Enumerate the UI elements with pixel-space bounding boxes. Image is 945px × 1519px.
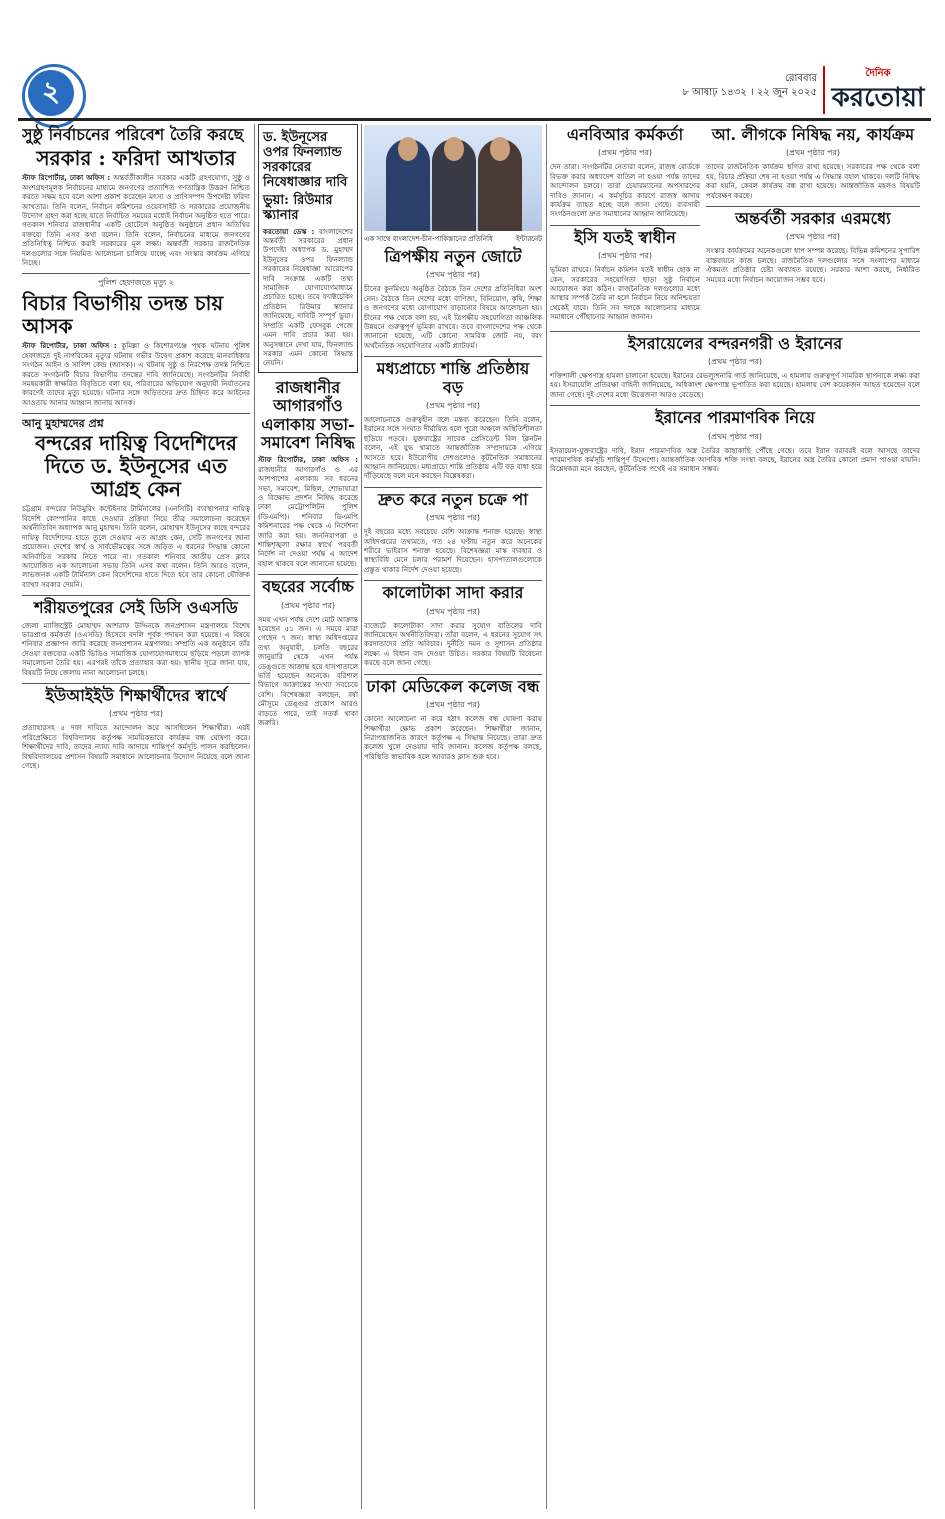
story-dmc-closed — [364, 678, 542, 761]
story-headline: ইসরায়েলের বন্দরনগরী ও ইরানের — [627, 333, 843, 353]
story-dc-osd — [22, 599, 250, 677]
story-al-activities — [706, 126, 920, 200]
divider — [258, 574, 358, 575]
story-port — [22, 417, 250, 589]
logo-name: করতোয়া — [831, 83, 925, 113]
divider — [364, 580, 542, 581]
story-headline: বছরের সর্বোচ্চ — [262, 577, 354, 597]
story-body: জেলা ম্যাজিস্ট্রেট মোহাম্মদ আশরাফ উদ্দিনকে জনপ্রশাসন মন্ত্রণালয়ে বিশেষ ভারপ্রাপ্ত কর্মকর্তা (ওএসডি) হিসেবে বদলি পূর্বক পদায়ন করা হয়েছে। এ বিষয়ে শনিবার প্রজ্ঞাপন জারি করেছে জনপ্রশাসন মন্ত্রণালয়। সম্প্রতি এক অনুষ্ঠানে তাঁর দেওয়া বক্তব্যের একটি ভিডিও সামাজিক যোগাযোগমাধ্যমে ছড়িয়ে পড়লে ব্যাপক সমালোচনা তৈরি হয়। এরপরই তাঁকে প্রত্যাহার করা হয়। স্থানীয় সূত্রে জানা যায়, বিষয়টি নিয়ে জেলায় নানা আলোচনা চলছে। — [22, 620, 250, 677]
story-body — [258, 455, 358, 568]
date-line — [682, 72, 817, 100]
continued-label: (প্রথম পৃষ্ঠার পর) — [425, 513, 481, 523]
story-headline: ইসি যতই স্বাধীন — [574, 227, 676, 247]
story-headline: বিচার বিভাগীয় তদন্ত চায় আসক — [22, 291, 224, 339]
date: ৮ আষাঢ় ১৪৩২ । ২২ জুন ২০২৫ — [682, 87, 817, 98]
newspaper-logo — [823, 66, 931, 114]
divider — [706, 206, 920, 207]
story-headline: শরীয়তপুরের সেই ডিসি ওএসডি — [34, 598, 238, 618]
byline: স্টাফ রিপোর্টার, ঢাকা অফিস : — [258, 455, 358, 465]
story-body: ইসরায়েল-যুক্তরাষ্ট্রের দাবি, ইরান পারমাণবিক অস্ত্র তৈরির কাছাকাছি পৌঁছে গেছে। তবে ইরান বরাবরই বলে আসছে তাদের পারমাণবিক কর্মসূচি শান্তিপূর্ণ উদ্দেশ্যে। আন্তর্জাতিক আণবিক শক্তি সংস্থা বলছে, ইরানের অস্ত্র তৈরির কোনো প্রমাণ পাওয়া যায়নি। বিশ্লেষকরা মনে করছেন, কূটনৈতিক পথেই এর সমাধান সম্ভব। — [550, 445, 920, 474]
story-new-cycle — [364, 491, 542, 574]
column-rule — [361, 124, 362, 1509]
column-4 — [550, 124, 920, 1509]
story-farida-akhter — [22, 126, 250, 267]
divider — [364, 356, 542, 357]
divider — [550, 331, 920, 332]
logo-prefix: দৈনিক — [865, 68, 891, 79]
byline: করতোয়া ডেস্ক : — [263, 226, 315, 236]
continued-label: (প্রথম পৃষ্ঠার পর) — [108, 709, 164, 719]
continued-label: (প্রথম পৃষ্ঠার পর) — [707, 357, 763, 367]
story-body: বাজেটে কালোটাকা সাদা করার সুযোগ বাতিলের দাবি জানিয়েছেন অর্থনীতিবিদরা। তাঁরা বলেন, এ ধরনের সুযোগ সৎ করদাতাদের প্রতি অবিচার। দুর্নীতি দমন ও সুশাসন প্রতিষ্ঠার লক্ষ্যে এ বিধান বাদ দেওয়া উচিত। সরকার বিষয়টি বিবেচনা করছে বলে জানা গেছে। — [364, 620, 542, 668]
top-row — [550, 124, 920, 328]
continued-label: (প্রথম পৃষ্ঠার পর) — [707, 431, 763, 441]
news-photo — [364, 125, 542, 231]
story-headline: এনবিআর কর্মকর্তা — [566, 125, 684, 144]
story-headline: ইরানের পারমাণবিক নিয়ে — [655, 408, 815, 428]
story-year-highest — [258, 578, 358, 727]
story-finland-fact-check — [258, 124, 358, 373]
story-body: আলোচনাকে গুরুত্বহীন বলে মন্তব্য করেছেন। তিনি বলেন, ইরানের সঙ্গে সংঘাত দীর্ঘায়িত হলে পুরো অঞ্চলে অস্থিতিশীলতা ছড়িয়ে পড়বে। যুক্তরাষ্ট্রের সাবেক প্রেসিডেন্ট বিল ক্লিনটন বলেন, এই যুদ্ধ থামাতে আন্তর্জাতিক সম্প্রদায়কে এগিয়ে আসতে হবে। ইউরোপীয় দেশগুলোও কূটনৈতিক সমাধানের আহ্বান জানিয়েছে। মধ্যপ্রাচ্যে শান্তি প্রতিষ্ঠায় এটি বড় বাধা হয়ে দাঁড়িয়েছে বলে মনে করছেন বিশ্লেষকরা। — [364, 415, 542, 481]
continued-label: (প্রথম পৃষ্ঠার পর) — [785, 232, 841, 242]
story-body: দুই বছরের মধ্যে সবচেয়ে বেশি আক্রান্ত শনাক্ত হয়েছে। স্বাস্থ্য অধিদপ্তরের তথ্যমতে, গত ২৪ ঘণ্টায় নতুন করে অনেকের শরীরে ভাইরাস শনাক্ত হয়েছে। বিশেষজ্ঞরা মাস্ক ব্যবহার ও স্বাস্থ্যবিধি মেনে চলার পরামর্শ দিয়েছেন। হাসপাতালগুলোকে প্রস্তুত থাকার নির্দেশ দেওয়া হয়েছে। — [364, 527, 542, 574]
story-body: সময় এখন পর্যন্ত দেশে মোট আক্রান্ত হয়েছেন ৫১ জন। এ সময়ে মারা গেছেন ৭ জন। স্বাস্থ্য অধিদপ্তরের তথ্য অনুযায়ী, চলতি বছরের জানুয়ারি থেকে এখন পর্যন্ত ডেঙ্গুতে আক্রান্ত হয়ে হাসপাতালে ভর্তি হয়েছেন অনেকে। বরিশাল বিভাগে আক্রান্তের সংখ্যা সবচেয়ে বেশি। বিশেষজ্ঞরা বলছেন, বর্ষা মৌসুমে ডেঙ্গুর প্রকোপ আরও বাড়তে পারে, তাই সতর্ক থাকা জরুরি। — [258, 614, 358, 728]
story-body: চীনের কুনমিংয়ে অনুষ্ঠিত বৈঠকে তিন দেশের প্রতিনিধিরা অংশ নেন। বৈঠকে তিন দেশের মধ্যে বাণিজ্য, বিনিয়োগ, কৃষি, শিক্ষা ও জনগণের মধ্যে যোগাযোগ বাড়ানোর বিষয়ে আলোচনা হয়। চীনের পক্ষ থেকে বলা হয়, এই ত্রিপক্ষীয় সহযোগিতা আঞ্চলিক উন্নয়নে গুরুত্বপূর্ণ ভূমিকা রাখবে। তবে বাংলাদেশের পক্ষ থেকে জানানো হয়েছে, এটি কোনো সামরিক জোট নয়, বরং অর্থনৈতিক সহযোগিতার একটি প্ল্যাটফর্ম। — [364, 284, 542, 350]
continued-label: (প্রথম পৃষ্ঠার পর) — [425, 270, 481, 280]
story-trilateral — [364, 248, 542, 350]
continued-label: (প্রথম পৃষ্ঠার পর) — [425, 606, 481, 616]
story-ec — [550, 229, 700, 322]
story-body: দেন তারা। সংগঠনটির নেতারা বলেন, রাজস্ব বোর্ডকে বিভক্ত করার অধ্যাদেশ বাতিল না হওয়া পর্যন্ত তাদের আন্দোলন চলবে। তারা চেয়ারম্যানের অপসারণের দাবিও জানান। এ কর্মসূচির কারণে রাজস্ব আদায় কার্যক্রম ব্যাহত হচ্ছে বলে জানা গেছে। ব্যবসায়ী সংগঠনগুলো দ্রুত সমাধানের আহ্বান জানিয়েছে। — [550, 162, 700, 219]
masthead — [0, 0, 945, 118]
person-figure — [432, 139, 476, 231]
story-body: চট্টগ্রাম বন্দরের নিউমুরিং কন্টেইনার টার্মিনালের (এনসিটি) ব্যবস্থাপনার দায়িত্ব বিদেশি কোম্পানির কাছে দেওয়ার প্রক্রিয়া নিয়ে তীব্র সমালোচনা করেছেন অর্থনীতিবিদ অধ্যাপক আনু মুহাম্মদ। তিনি বলেন, মোহাম্মদ ইউনূসের কাছে বন্দরের দায়িত্ব বিদেশিদের হাতে তুলে দেওয়ার এত আগ্রহ কেন, সেটি জনগণের জানা প্রয়োজন। দেশের স্বার্থ ও সার্বভৌমত্বের সঙ্গে জড়িত এ ধরনের সিদ্ধান্ত কোনো অনির্বাচিত সরকার নিতে পারে না। গতকাল শনিবার জাতীয় প্রেস ক্লাবে আয়োজিত এক আলোচনা সভায় তিনি এসব কথা বলেন। তিনি আরও বলেন, লাভজনক একটি টার্মিনাল কেন বিদেশিদের হাতে দিতে হবে তার কোনো যৌক্তিক ব্যাখ্যা সরকার দেয়নি। — [22, 504, 250, 589]
page-number: ২ — [28, 70, 74, 116]
story-nbr — [550, 126, 700, 219]
story-body — [22, 341, 250, 407]
story-headline: রাজধানীর আগারগাঁও এলাকায় সভা-সমাবেশ নিষিদ্ধ — [261, 377, 355, 452]
photo-caption — [364, 233, 542, 245]
story-headline: আ. লীগকে নিষিদ্ধ নয়, কার্যক্রম — [711, 125, 915, 144]
story-body: কোনো আলোচনা না করে হঠাৎ কলেজ বন্ধ ঘোষণা করায় শিক্ষার্থীরা ক্ষোভ প্রকাশ করেছেন। শিক্ষার্থীরা জানান, নিরাপত্তাজনিত কারণে কর্তৃপক্ষ এ সিদ্ধান্ত নিয়েছে। তারা দ্রুত কলেজ খুলে দেওয়ার দাবি জানান। কলেজ কর্তৃপক্ষ বলছে, পরিস্থিতি স্বাভাবিক হলে আবারও ক্লাস শুরু হবে। — [364, 714, 542, 761]
story-text: বাংলাদেশের অন্তর্বর্তী সরকারের প্রধান উপদেষ্টা অধ্যাপক ড. মুহাম্মদ ইউনূসের ওপর ফিনল্যান্ড সরকারের নিষেধাজ্ঞা আরোপের দাবি সংক্রান্ত একটি তথ্য সামাজিক যোগাযোগমাধ্যমে প্রচারিত হচ্ছে। তবে ফ্যাক্টচেকিং প্রতিষ্ঠান রিউমার স্ক্যানার জানিয়েছে, দাবিটি সম্পূর্ণ ভুয়া। সম্প্রতি একটি ফেসবুক পেজে এমন দাবি প্রচার করা হয়। অনুসন্ধানে দেখা যায়, ফিনল্যান্ড সরকার এমন কোনো সিদ্ধান্ত নেয়নি। — [263, 226, 353, 368]
divider — [550, 225, 700, 226]
divider — [22, 273, 250, 274]
column-2 — [258, 124, 358, 1509]
story-headline: ড. ইউনূসের ওপর ফিনল্যান্ড সরকারের নিষেধাজ্ঞার দাবি — [263, 130, 348, 190]
story-text: রাজধানীর আগারগাঁও ও এর আশপাশের এলাকায় সব ধরনের সভা, সমাবেশ, মিছিল, শোভাযাত্রা ও বিক্ষোভ প্রদর্শন নিষিদ্ধ করেছে ঢাকা মেট্রোপলিটন পুলিশ (ডিএমপি)। শনিবার ডিএমপি কমিশনারের পক্ষ থেকে এ নির্দেশনা জারি করা হয়। জননিরাপত্তা ও শান্তিশৃঙ্খলা রক্ষার স্বার্থে পরবর্তী নির্দেশ না দেওয়া পর্যন্ত এ আদেশ বহাল থাকবে বলে জানানো হয়েছে। — [258, 464, 358, 568]
story-body: প্রত্যাহারসহ ৫ দফা দাবিতে আন্দোলন করে আসছিলেন শিক্ষার্থীরা। এরই পরিপ্রেক্ষিতে বিশ্ববিদ্যালয় কর্তৃপক্ষ সাময়িকভাবে কার্যক্রম বন্ধ ঘোষণা করে। শিক্ষার্থীদের দাবি, তাদের ন্যায্য দাবি আদায়ে শান্তিপূর্ণ কর্মসূচি পালন করছিলেন। বিশ্ববিদ্যালয়ের প্রশাসন বিষয়টি সমাধানে আলোচনার উদ্যোগ নিয়েছে বলে জানা গেছে। — [22, 723, 250, 770]
divider — [22, 413, 250, 414]
story-headline: কালোটাকা সাদা করার — [382, 583, 524, 603]
top-right-stack — [706, 124, 920, 328]
continued-label: (প্রথম পৃষ্ঠার পর) — [785, 148, 841, 158]
story-kicker: আনু মুহাম্মদের প্রশ্ন — [22, 417, 104, 431]
story-body: তাদের রাজনৈতিক কার্যক্রম স্থগিত রাখা হয়েছে। সরকারের পক্ষ থেকে বলা হয়, বিচার প্রক্রিয়া শেষ না হওয়া পর্যন্ত এ সিদ্ধান্ত বহাল থাকবে। দলটি নিষিদ্ধ করা হয়নি, কেবল কার্যক্রম বন্ধ রাখা হয়েছে। আন্তর্জাতিক মহলও বিষয়টি পর্যবেক্ষণ করছে। — [706, 162, 920, 200]
continued-label: (প্রথম পৃষ্ঠার পর) — [597, 148, 653, 158]
divider — [364, 674, 542, 675]
byline: স্টাফ রিপোর্টার, ঢাকা অফিস : — [22, 341, 117, 351]
divider — [364, 487, 542, 488]
story-text: কুমিল্লা ও কিশোরগঞ্জে পৃথক ঘটনায় পুলিশ হেফাজতে দুই নাগরিকের মৃত্যুর ঘটনায় গভীর উদ্বেগ প্রকাশ করেছে মানবাধিকার সংগঠন আইন ও সালিশ কেন্দ্র (আসক)। এ ঘটনায় সুষ্ঠু ও নিরপেক্ষ তদন্ত নিশ্চিত করতে সংগঠনটি বিচার বিভাগীয় তদন্তের দাবি জানিয়েছে। সংগঠনটির নির্বাহী সমন্বয়কারী স্বাক্ষরিত বিবৃতিতে বলা হয়, পরিবারের অভিযোগ অনুযায়ী নির্যাতনের কারণেই তাদের মৃত্যু হয়েছে। ঘটনার সঙ্গে জড়িতদের দ্রুত চিহ্নিত করে আইনের আওতায় আনার আহ্বান জানায় আসক। — [22, 341, 250, 407]
story-kicker: সুষ্ঠু নির্বাচনের পরিবেশ তৈরি করছে — [22, 125, 244, 144]
column-rule — [254, 124, 255, 1509]
byline: স্টাফ রিপোর্টার, ঢাকা অফিস : — [22, 173, 111, 183]
caption-text: এক সাথে বাংলাদেশ-চীন-পাকিস্তানের প্রতিনিধি — [364, 235, 493, 243]
story-headline: মধ্যপ্রাচ্যে শান্তি প্রতিষ্ঠায় বড় — [376, 359, 530, 397]
divider — [22, 595, 250, 596]
story-headline: বন্দরের দায়িত্ব বিদেশিদের দিতে ড. ইউনূসের এত আগ্রহ কেন — [35, 431, 237, 502]
person-figure — [478, 139, 522, 231]
story-body: সংস্কার কার্যক্রমের অনেকগুলো ধাপ সম্পন্ন করেছে। বিভিন্ন কমিশনের সুপারিশ বাস্তবায়নে কাজ চলছে। রাজনৈতিক দলগুলোর সঙ্গে সংলাপের মাধ্যমে ঐকমত্য প্রতিষ্ঠার চেষ্টা অব্যাহত রয়েছে। সরকার আশা করছে, নির্ধারিত সময়ের মধ্যে নির্বাচন আয়োজন সম্ভব হবে। — [706, 246, 920, 284]
story-black-money — [364, 584, 542, 667]
continued-label: পুলিশ হেফাজতে মৃত্যু ২ — [98, 278, 174, 288]
story-headline: অন্তর্বর্তী সরকার এরমধ্যে — [735, 209, 891, 229]
photo-credit: ইন্টারনেট — [516, 235, 542, 243]
story-headline: দ্রুত করে নতুন চক্রে পা — [378, 489, 528, 509]
continued-label: (প্রথম পৃষ্ঠার পর) — [597, 251, 653, 261]
divider — [22, 683, 250, 684]
story-body — [263, 227, 353, 368]
continued-label: (প্রথম পৃষ্ঠার পর) — [425, 700, 481, 710]
story-uiu — [22, 687, 250, 770]
story-body: ভূমিকা রাখবে। নির্বাচন কমিশন যতই স্বাধীন হোক না কেন, সরকারের সহযোগিতা ছাড়া সুষ্ঠু নির্বাচন আয়োজন করা কঠিন। রাজনৈতিক দলগুলোর মধ্যে আস্থার সম্পর্ক তৈরি না হলে নির্বাচন নিয়ে অনিশ্চয়তা থেকেই যাবে। তিনি সব দলকে আলোচনার মাধ্যমে সমাধানে পৌঁছানোর আহ্বান জানান। — [550, 265, 700, 322]
story-agargaon — [258, 379, 358, 568]
story-iran-nuclear — [550, 409, 920, 474]
story-headline: সরকার : ফরিদা আখতার — [36, 146, 236, 171]
story-israel-port — [550, 335, 920, 400]
column-3 — [364, 246, 542, 1509]
story-middle-east — [364, 360, 542, 481]
top-left-stack — [550, 124, 700, 328]
story-headline: ত্রিপক্ষীয় নতুন জোটে — [384, 247, 522, 266]
story-body: শক্তিশালী ক্ষেপণাস্ত্র হামলা চালানো হয়েছে। ইরানের রেভল্যুশনারি গার্ড জানিয়েছে, এ হামলায় গুরুত্বপূর্ণ সামরিক স্থাপনাকে লক্ষ্য করা হয়। ইসরায়েলি প্রতিরক্ষা বাহিনী জানিয়েছে, অধিকাংশ ক্ষেপণাস্ত্র ভূপাতিত করা হয়েছে। হামলায় বেশ কয়েকজন আহত হয়েছেন বলে জানা গেছে। দুই দেশের মধ্যে উত্তেজনা আরও বেড়েছে। — [550, 371, 920, 399]
story-interim-govt — [706, 210, 920, 284]
column-rule — [546, 124, 547, 1509]
story-subheadline: ভুয়া: রিউমার স্ক্যানার — [263, 192, 333, 223]
story-headline: ইউআইইউ শিক্ষার্থীদের স্বার্থে — [45, 685, 227, 705]
weekday: রোববার — [785, 73, 817, 84]
continued-label: (প্রথম পৃষ্ঠার পর) — [425, 401, 481, 411]
continued-label: (প্রথম পৃষ্ঠার পর) — [280, 600, 336, 610]
story-ask — [22, 277, 250, 407]
person-figure — [386, 139, 430, 231]
masthead-rule — [18, 118, 931, 121]
story-body — [22, 173, 250, 267]
story-text: অন্তর্বর্তীকালীন সরকার একটি গ্রহণযোগ্য, সুষ্ঠু ও অংশগ্রহণমূলক নির্বাচনের মাধ্যমে জনগণের প্রত্যাশিত গণতান্ত্রিক উত্তরণ নিশ্চিত করতে সক্ষম হবে বলে আশা প্রকাশ করেছেন মৎস্য ও প্রাণিসম্পদ উপদেষ্টা ফরিদা আখতার। তিনি বলেন, নির্বাচন কমিশনের ওয়েবসাইট ও সরকারের প্রয়োজনীয় উদ্যোগ গ্রহণ করা হচ্ছে যাতে নির্বাচিত সময়ের মধ্যেই নির্বাচন অনুষ্ঠিত হতে পারে। গতকাল শনিবার রাজধানীর একটি হোটেলে অনুষ্ঠিত অনুষ্ঠানে প্রধান অতিথির বক্তব্যে তিনি এসব কথা বলেন। তিনি বলেন, নির্বাচনের মাধ্যমে জনগণের প্রতিনিধিত্ব নিশ্চিত করাই সরকারের মূল লক্ষ্য। অন্তর্বর্তী সরকার রাজনৈতিক দলগুলোর সঙ্গে নিয়মিত আলোচনা চালিয়ে যাচ্ছে এবং সংস্কার কার্যক্রম এগিয়ে নিচ্ছে। — [22, 173, 250, 268]
column-1 — [22, 124, 250, 1509]
story-headline: ঢাকা মেডিকেল কলেজ বন্ধ — [366, 676, 540, 696]
divider — [550, 405, 920, 406]
